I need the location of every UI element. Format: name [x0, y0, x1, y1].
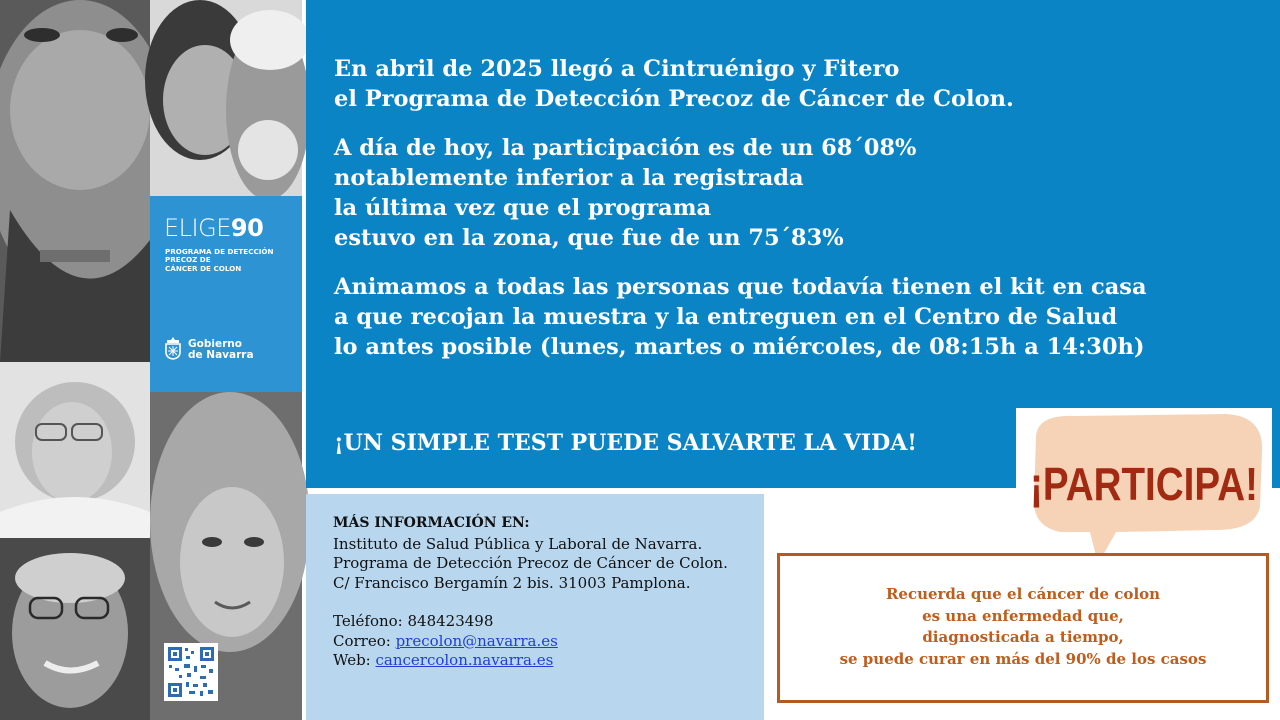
- email-link[interactable]: precolon@navarra.es: [395, 631, 558, 650]
- text-line: En abril de 2025 llegó a Cintruénigo y Fitero: [334, 56, 900, 82]
- brand-subtitle: [165, 248, 295, 273]
- spacer: [333, 593, 728, 612]
- government-logo: [164, 336, 258, 364]
- reminder-text: [780, 584, 1266, 670]
- text-line: la última vez que el programa: [334, 195, 712, 221]
- email-line: [333, 632, 728, 652]
- text-line: a que recojan la muestra y la entreguen en el Centro de Salud: [334, 304, 1118, 330]
- reminder-line: diagnosticada a tiempo,: [922, 628, 1124, 646]
- address-line: Instituto de Salud Pública y Laboral de Navarra.: [333, 534, 703, 553]
- navarra-shield-icon: [164, 336, 182, 364]
- government-name: Gobierno de Navarra: [188, 338, 254, 361]
- main-message-text: [334, 54, 1264, 381]
- address-line: Programa de Detección Precoz de Cáncer de Colon.: [333, 554, 728, 572]
- text-line: lo antes posible (lunes, martes o miércoles, de 08:15h a 14:30h): [334, 334, 1145, 360]
- intro-paragraph: [334, 54, 1264, 114]
- phone-line: Teléfono: 848423498: [333, 612, 494, 630]
- portrait-photo-couple: [150, 0, 302, 196]
- reminder-line: Recuerda que el cáncer de colon: [885, 585, 1161, 603]
- web-label: Web:: [333, 651, 376, 669]
- participation-paragraph: [334, 133, 1264, 253]
- photo-collage: [0, 0, 302, 720]
- more-info-content: [333, 514, 728, 671]
- participa-badge: [1016, 408, 1272, 568]
- text-line: Animamos a todas las personas que todavía tienen el kit en casa: [334, 274, 1147, 300]
- more-info-title: MÁS INFORMACIÓN EN:: [333, 515, 530, 531]
- participa-text: ¡PARTICIPA!: [1030, 458, 1258, 510]
- portrait-photo-woman-glasses: [0, 362, 150, 538]
- text-line: el Programa de Detección Precoz de Cáncer de Colon.: [334, 86, 1014, 112]
- address-line: C/ Francisco Bergamín 2 bis. 31003 Pamplona.: [333, 573, 691, 592]
- qr-code-icon: [164, 643, 218, 701]
- web-line: [333, 651, 728, 671]
- email-label: Correo:: [333, 631, 396, 650]
- text-line: notablemente inferior a la registrada: [334, 165, 804, 191]
- portrait-photo-older-man: [0, 538, 150, 720]
- brand-subtitle-line: PROGRAMA DE DETECCIÓN: [165, 247, 274, 256]
- speech-bubble-icon: [1016, 408, 1272, 568]
- reminder-box: [777, 553, 1269, 703]
- elige90-brand-panel: [150, 196, 302, 392]
- text-line: estuvo en la zona, que fue de un 75´83%: [334, 225, 844, 251]
- more-info-box: [306, 494, 764, 720]
- web-link[interactable]: cancercolon.navarra.es: [375, 651, 554, 669]
- brand-title-bold: 90: [230, 214, 264, 242]
- portrait-photo-man: [0, 0, 150, 362]
- call-to-action-paragraph: [334, 272, 1264, 362]
- text-line: A día de hoy, la participación es de un 68´08%: [334, 135, 917, 161]
- brand-title-light: ELIGE: [164, 214, 231, 242]
- reminder-line: es una enfermedad que,: [922, 606, 1124, 625]
- brand-subtitle-line: CÁNCER DE COLON: [165, 263, 242, 273]
- slogan: ¡UN SIMPLE TEST PUEDE SALVARTE LA VIDA!: [334, 430, 917, 456]
- brand-subtitle-line: PRECOZ DE: [165, 255, 211, 265]
- brand-logo-title: [164, 216, 263, 240]
- reminder-line: se puede curar en más del 90% de los casos: [839, 649, 1207, 668]
